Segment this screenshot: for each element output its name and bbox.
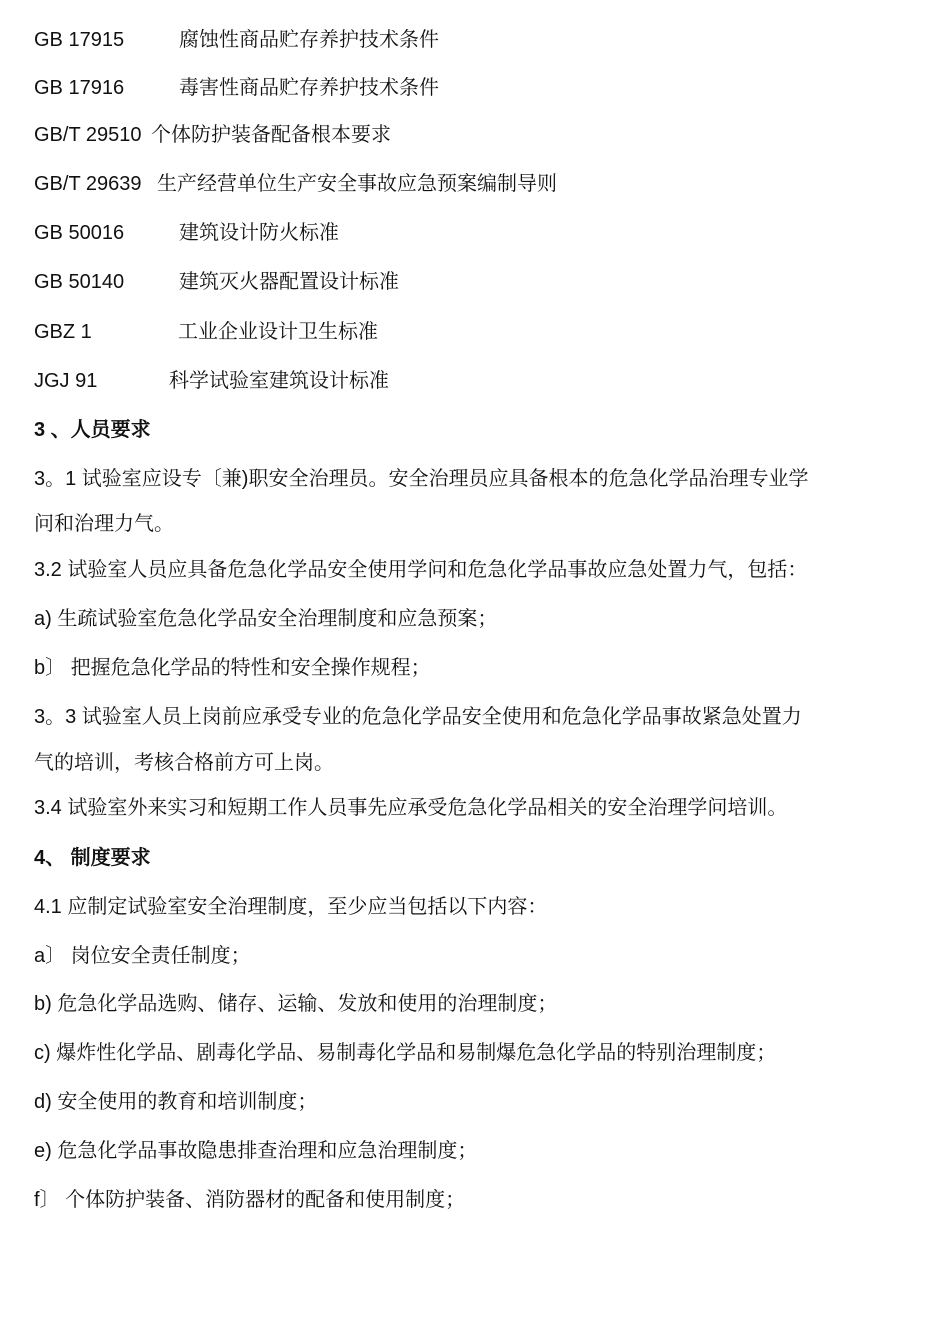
paragraph-4-1: 4.1 应制定试验室安全治理制度，至少应当包括以下内容： — [34, 896, 548, 918]
paragraph-3-1-line-1: 3。1 试验室应设专〔兼)职安全治理员。安全治理员应具备根本的危急化学品治理专业学 — [34, 468, 809, 490]
standard-code: JGJ 91 — [34, 370, 98, 392]
standard-row — [34, 75, 439, 101]
standard-row — [34, 27, 439, 53]
paragraph-3-2: 3.2 试验室人员应具备危急化学品安全使用学问和危急化学品事故应急处置力气，包括： — [34, 559, 808, 581]
standard-title: 建筑灭火器配置设计标准 — [179, 271, 399, 293]
list-item: d) 安全使用的教育和培训制度； — [34, 1091, 318, 1113]
list-item: e) 危急化学品事故隐患排查治理和应急治理制度； — [34, 1140, 478, 1162]
standard-title: 科学试验室建筑设计标准 — [169, 370, 389, 392]
standard-row — [34, 319, 378, 345]
section-heading: 3 、人员要求 — [34, 419, 151, 441]
paragraph-3-1-line-2: 问和治理力气。 — [34, 513, 174, 535]
standard-code: GB 17915 — [34, 29, 125, 51]
standard-row — [34, 122, 391, 148]
standard-code: GB/T 29639 — [34, 173, 142, 195]
standard-code: GB 50140 — [34, 271, 125, 293]
standard-title: 腐蚀性商品贮存养护技术条件 — [179, 29, 439, 51]
list-item: c) 爆炸性化学品、剧毒化学品、易制毒化学品和易制爆危急化学品的特别治理制度； — [34, 1042, 777, 1064]
list-item: a〕 岗位安全责任制度； — [34, 945, 251, 967]
standard-code: GBZ 1 — [34, 321, 92, 343]
section-heading: 4、 制度要求 — [34, 847, 151, 869]
list-item: a) 生疏试验室危急化学品安全治理制度和应急预案； — [34, 608, 498, 630]
standard-title: 毒害性商品贮存养护技术条件 — [179, 77, 439, 99]
list-item: f〕 个体防护装备、消防器材的配备和使用制度； — [34, 1189, 466, 1211]
list-item: b) 危急化学品选购、储存、运输、发放和使用的治理制度； — [34, 993, 558, 1015]
standard-code: GB 17916 — [34, 77, 125, 99]
standard-code: GB/T 29510 — [34, 124, 142, 146]
standard-title: 工业企业设计卫生标准 — [178, 321, 378, 343]
standard-row — [34, 368, 389, 394]
standard-row — [34, 269, 399, 295]
standard-row — [34, 171, 557, 197]
standard-title: 个体防护装备配备根本要求 — [151, 124, 391, 146]
paragraph-3-4: 3.4 试验室外来实习和短期工作人员事先应承受危急化学品相关的安全治理学问培训。 — [34, 797, 788, 819]
standard-title: 建筑设计防火标准 — [179, 222, 339, 244]
standard-code: GB 50016 — [34, 222, 125, 244]
standard-row — [34, 220, 339, 246]
paragraph-3-3-line-2: 气的培训，考核合格前方可上岗。 — [34, 752, 334, 774]
paragraph-3-3-line-1: 3。3 试验室人员上岗前应承受专业的危急化学品安全使用和危急化学品事故紧急处置力 — [34, 706, 802, 728]
list-item: b〕 把握危急化学品的特性和安全操作规程； — [34, 657, 431, 679]
standard-title: 生产经营单位生产安全事故应急预案编制导则 — [157, 173, 557, 195]
